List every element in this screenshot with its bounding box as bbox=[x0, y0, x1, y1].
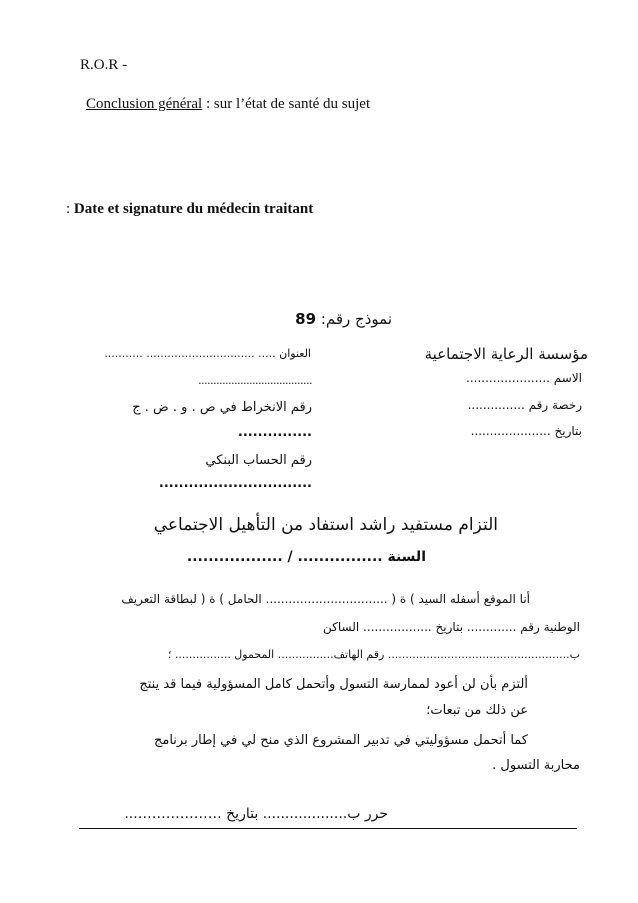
ror-label: R.O.R - bbox=[80, 57, 128, 73]
license-date-field: بتاريخ ..................... bbox=[470, 424, 582, 438]
membership-number-dots: ............... bbox=[237, 425, 312, 440]
address-line: العنوان ..... ............................... ........... bbox=[104, 347, 311, 360]
signature-label: Date et signature du médecin traitant bbox=[73, 201, 314, 217]
signature-line bbox=[66, 201, 313, 218]
bank-account-label: رقم الحساب البنكي bbox=[205, 453, 312, 468]
membership-number-label: رقم الانخراط في ص . و . ض . ج bbox=[132, 400, 312, 415]
year-line: السنة ................ / .................. bbox=[186, 549, 426, 565]
body-line-5: عن ذلك من تبعات؛ bbox=[426, 703, 528, 718]
conclusion-line bbox=[86, 96, 370, 113]
institution-name: مؤسسة الرعاية الاجتماعية bbox=[424, 345, 588, 363]
address-continuation: ...................................... bbox=[198, 374, 312, 387]
conclusion-text: : sur l’état de santé du sujet bbox=[202, 96, 371, 112]
body-line-4: ألتزم بأن لن أعود لممارسة التسول وأتحمل كامل المسؤولية فيما قد ينتج bbox=[139, 677, 528, 692]
body-line-6: كما أتحمل مسؤوليتي في تدبير المشروع الذي منح لي في إطار برنامج bbox=[153, 733, 528, 748]
body-line-1: أنا الموقع أسفله السيد ) ة ( ................................ الحامل ) ة ( لبطاقة التعريف bbox=[121, 592, 530, 606]
commitment-title: التزام مستفيد راشد استفاد من التأهيل الاجتماعي bbox=[153, 515, 498, 535]
model-label: نموذج رقم: bbox=[320, 310, 392, 328]
institution-name-field: الاسم ...................... bbox=[466, 371, 582, 385]
body-line-2: الوطنية رقم ............. بتاريخ .................. الساكن bbox=[323, 620, 580, 634]
model-number bbox=[262, 310, 392, 328]
license-number-field: رخصة رقم ............... bbox=[467, 398, 582, 412]
footer-rule bbox=[79, 828, 577, 829]
model-value: 89 bbox=[295, 310, 317, 328]
body-line-7: محاربة التسول . bbox=[492, 758, 580, 773]
bank-account-dots: ............................... bbox=[158, 476, 312, 491]
conclusion-label: Conclusion général bbox=[86, 96, 203, 112]
body-line-3: ب.................................................... رقم الهاتف................ المحمول ................ ؛ bbox=[167, 648, 580, 661]
signed-at-line: حرر ب................... بتاريخ ………………... bbox=[124, 806, 388, 822]
signature-prefix: : bbox=[66, 201, 74, 217]
